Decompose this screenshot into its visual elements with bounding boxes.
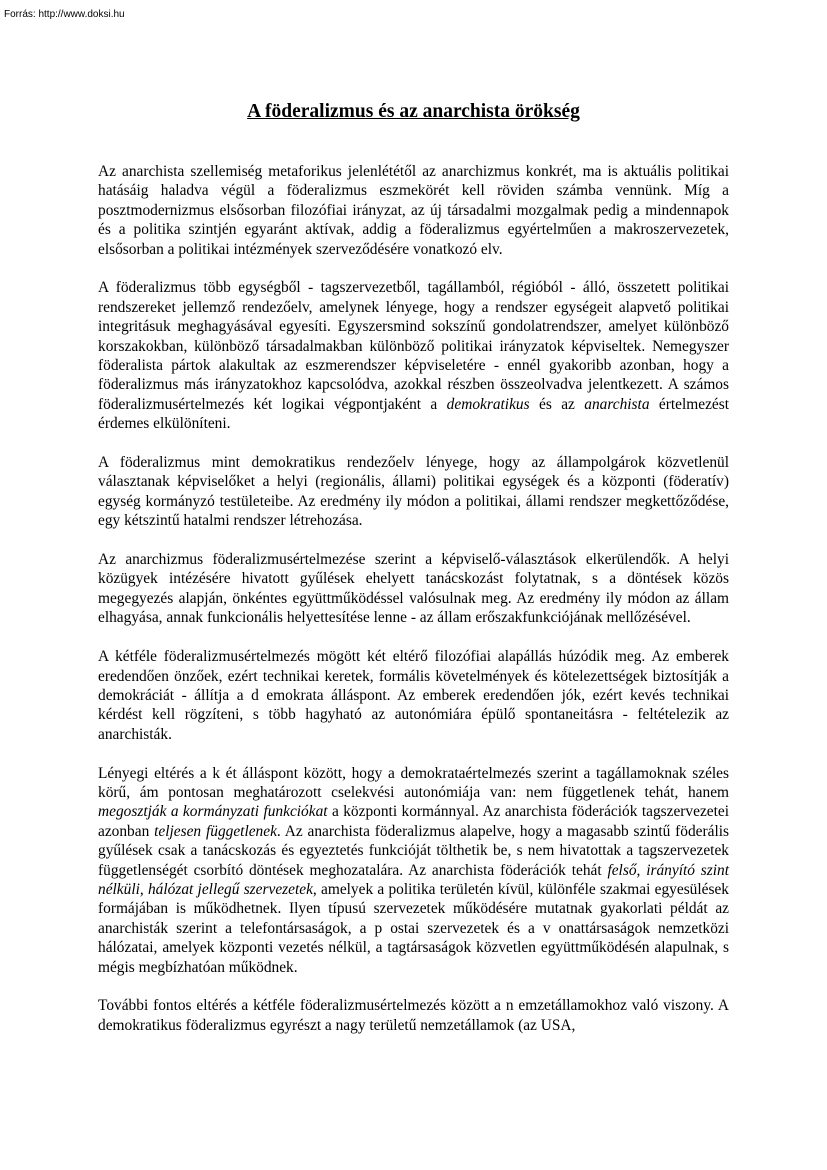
article-body	[98, 162, 729, 1035]
paragraph-2	[98, 278, 729, 433]
paragraph-7	[98, 996, 729, 1035]
text-segment: , amelyek a politika területén kívül, különféle szakmai egyesülések formájában is működhetnek. Ilyen típusú szervezetek működésére mutatnak gyakorlati példát az anarchisták szerint a telefontársaságok, a p ostai szervezetek és a v onattársaságok nemzetközi hálózatai, amelyek központi vezetés nélkül, a tagtársaságok közvetlen együttműködésén alapulnak, s mégis megbízhatóan működnek.	[98, 880, 730, 976]
text-segment: Az anarchizmus föderalizmusértelmezése szerint a képviselő-választások elkerülendők. A helyi közügyek intézésére hivatott gyűlések ehelyett tanácskozást folytatnak, s a döntések közös megegyezés alapján, önkéntes együttműködéssel valósulnak meg. Az eredmény ily módon az állam elhagyása, annak funkcionális helyettesítése lenne - az állam erőszakfunkciójának mellőzésével.	[98, 551, 729, 627]
text-segment: értelmezést érdemes elkülöníteni.	[98, 395, 729, 433]
text-segment: Az anarchista szellemiség metaforikus jelenlététől az anarchizmus konkrét, ma is aktuális politikai hatásáig haladva végül a föderalizmus eszmekörét kell röviden számba vennünk. Míg a posztmodernizmus elsősorban filozófiai irányzat, az új társadalmi mozgalmak pedig a mindennapok és a politika szintjén egyaránt aktívak, addig a föderalizmus egyértelműen a makroszervezetek, elsősorban a politikai intézmények szerveződésére vonatkozó elv.	[98, 163, 729, 258]
paragraph-3	[98, 453, 729, 531]
italic-segment: demokratikus	[446, 395, 530, 413]
italic-segment: megosztják a kormányzati funkciókat	[98, 803, 328, 821]
paragraph-1	[98, 162, 729, 259]
text-segment: A kétféle föderalizmusértelmezés mögött két eltérő filozófiai alapállás húzódik meg. Az emberek eredendően önzőek, ezért technikai keretek, formális követelmények és kötelezettségek biztosítják a demokráciát - állítja a d emokrata álláspont. Az emberek eredendően jók, ezért kevés technikai kérdést kell rögzíteni, s több hagyható az autonómiára épülő spontaneitásra - feltételezik az anarchisták.	[98, 648, 729, 743]
text-segment: és az	[529, 395, 585, 413]
italic-segment: teljesen függetlenek	[154, 822, 277, 840]
paragraph-6	[98, 764, 729, 977]
text-segment: A föderalizmus több egységből - tagszervezetből, tagállamból, régióból - álló, összetett politikai rendszereket jellemző rendezőelv, amelynek lényege, hogy a rendszer egységeit alapvető politikai integritásuk meghagyásával egyesíti. Egyszersmind sokszínű gondolatrendszer, amelyet különböző korszakokban, különböző társadalmakban különböző politikai irányzatok képviseltek. Nemegyszer föderalista pártok alakultak az eszmerendszer képviseletére - ennél gyakoribb azonban, hogy a föderalizmus más irányzatokhoz kapcsolódva, azokkal részben összeolvadva jelentkezett. A számos föderalizmusértelmezés két logikai végpontjaként a	[98, 279, 729, 413]
paragraph-5	[98, 647, 729, 744]
text-segment: További fontos eltérés a kétféle föderalizmusértelmezés között a n emzetállamokhoz való viszony. A demokratikus föderalizmus egyrészt a nagy területű nemzetállamok (az USA,	[98, 997, 729, 1034]
text-segment: A föderalizmus mint demokratikus rendezőelv lényege, hogy az állampolgárok közvetlenül választanak képviselőket a helyi (regionális, állami) politikai egységek és a központi (föderatív) egység kormányzó testületeibe. Az eredmény ily módon a politikai, állami rendszer megkettőződése, egy kétszintű hatalmi rendszer létrehozása.	[98, 454, 729, 530]
text-segment: . Az anarchista föderalizmus alapelve, hogy a magasabb szintű föderális gyűlések csak a tanácskozás és egyeztetés funkcióját tölthetik be, s nem hivatottak a tagszervezetek függetlenségét csorbító döntések meghozatalára. Az anarchista föderációk tehát	[98, 822, 730, 879]
text-segment: a központi kormánnyal. Az anarchista föderációk tagszervezetei azonban	[98, 803, 730, 840]
text-segment: Lényegi eltérés a k ét álláspont között, hogy a demokrataértelmezés szerint a tagállamoknak széles körű, ám pontosan meghatározott cselekvési autonómiája van: nem függetlenek tehát, hanem	[98, 764, 729, 801]
paragraph-4	[98, 550, 729, 628]
italic-segment: anarchista	[584, 395, 650, 413]
italic-segment: felső, irányító szint nélküli, hálózat jellegű szervezetek	[98, 861, 729, 898]
page-title: A föderalizmus és az anarchista örökség	[247, 101, 580, 122]
source-line: Forrás: http://www.doksi.hu	[4, 9, 125, 20]
